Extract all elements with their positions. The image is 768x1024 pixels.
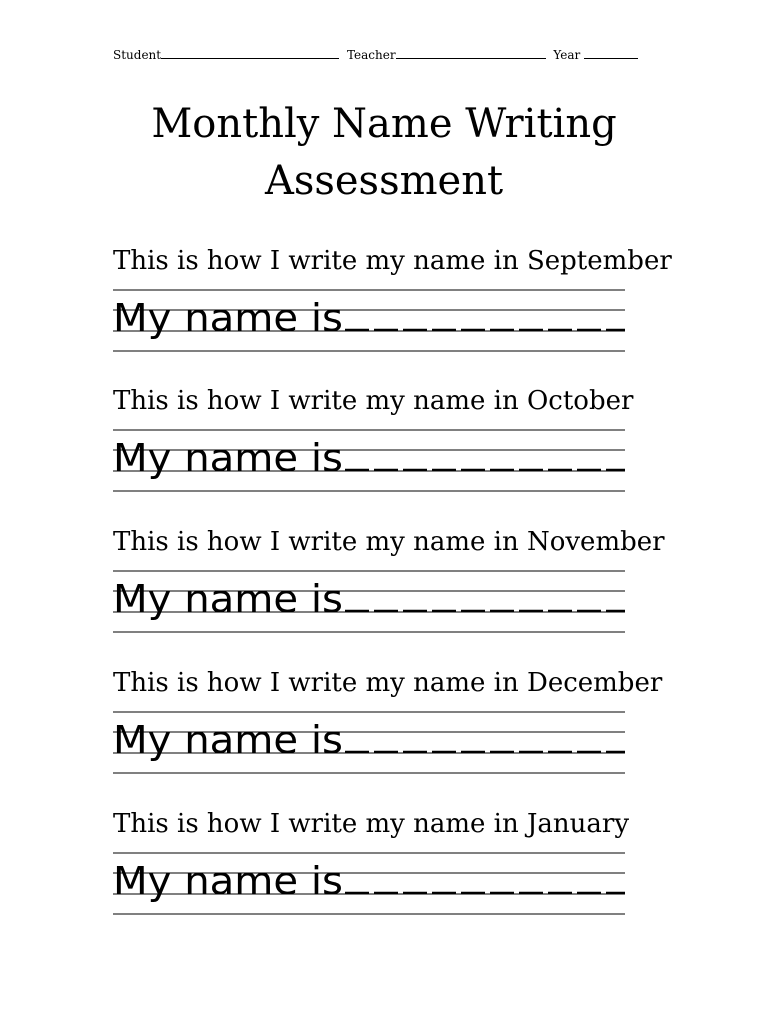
- name-prompt-text: My name is: [113, 296, 343, 340]
- student-name-blank[interactable]: [161, 46, 339, 59]
- month-section-january: [113, 809, 673, 903]
- teacher-name-blank[interactable]: [396, 46, 546, 59]
- month-section-label: This is how I write my name in September: [113, 246, 672, 276]
- month-section-label: This is how I write my name in November: [113, 527, 665, 557]
- name-prompt-text: My name is: [113, 859, 343, 903]
- name-writing-lines[interactable]: [113, 286, 625, 368]
- teacher-label: Teacher: [346, 48, 396, 62]
- name-writing-lines[interactable]: [113, 708, 625, 790]
- worksheet-header: [113, 46, 638, 62]
- month-section-label: This is how I write my name in January: [113, 809, 630, 839]
- name-writing-lines[interactable]: [113, 426, 625, 508]
- month-section-december: [113, 668, 673, 762]
- month-section-label: This is how I write my name in October: [113, 386, 634, 416]
- year-blank[interactable]: [584, 46, 638, 59]
- title-line-1: Monthly Name Writing: [151, 101, 617, 147]
- month-section-label: This is how I write my name in December: [113, 668, 663, 698]
- student-label: Student: [113, 48, 162, 62]
- name-writing-lines[interactable]: [113, 567, 625, 649]
- month-section-september: [113, 246, 673, 340]
- name-prompt-text: My name is: [113, 436, 343, 480]
- month-section-november: [113, 527, 673, 621]
- name-prompt-text: My name is: [113, 718, 343, 762]
- page-title: [0, 96, 768, 210]
- title-line-2: Assessment: [264, 158, 504, 204]
- month-section-october: [113, 386, 673, 480]
- name-prompt-text: My name is: [113, 577, 343, 621]
- name-writing-lines[interactable]: [113, 849, 625, 931]
- year-label: Year: [553, 48, 581, 62]
